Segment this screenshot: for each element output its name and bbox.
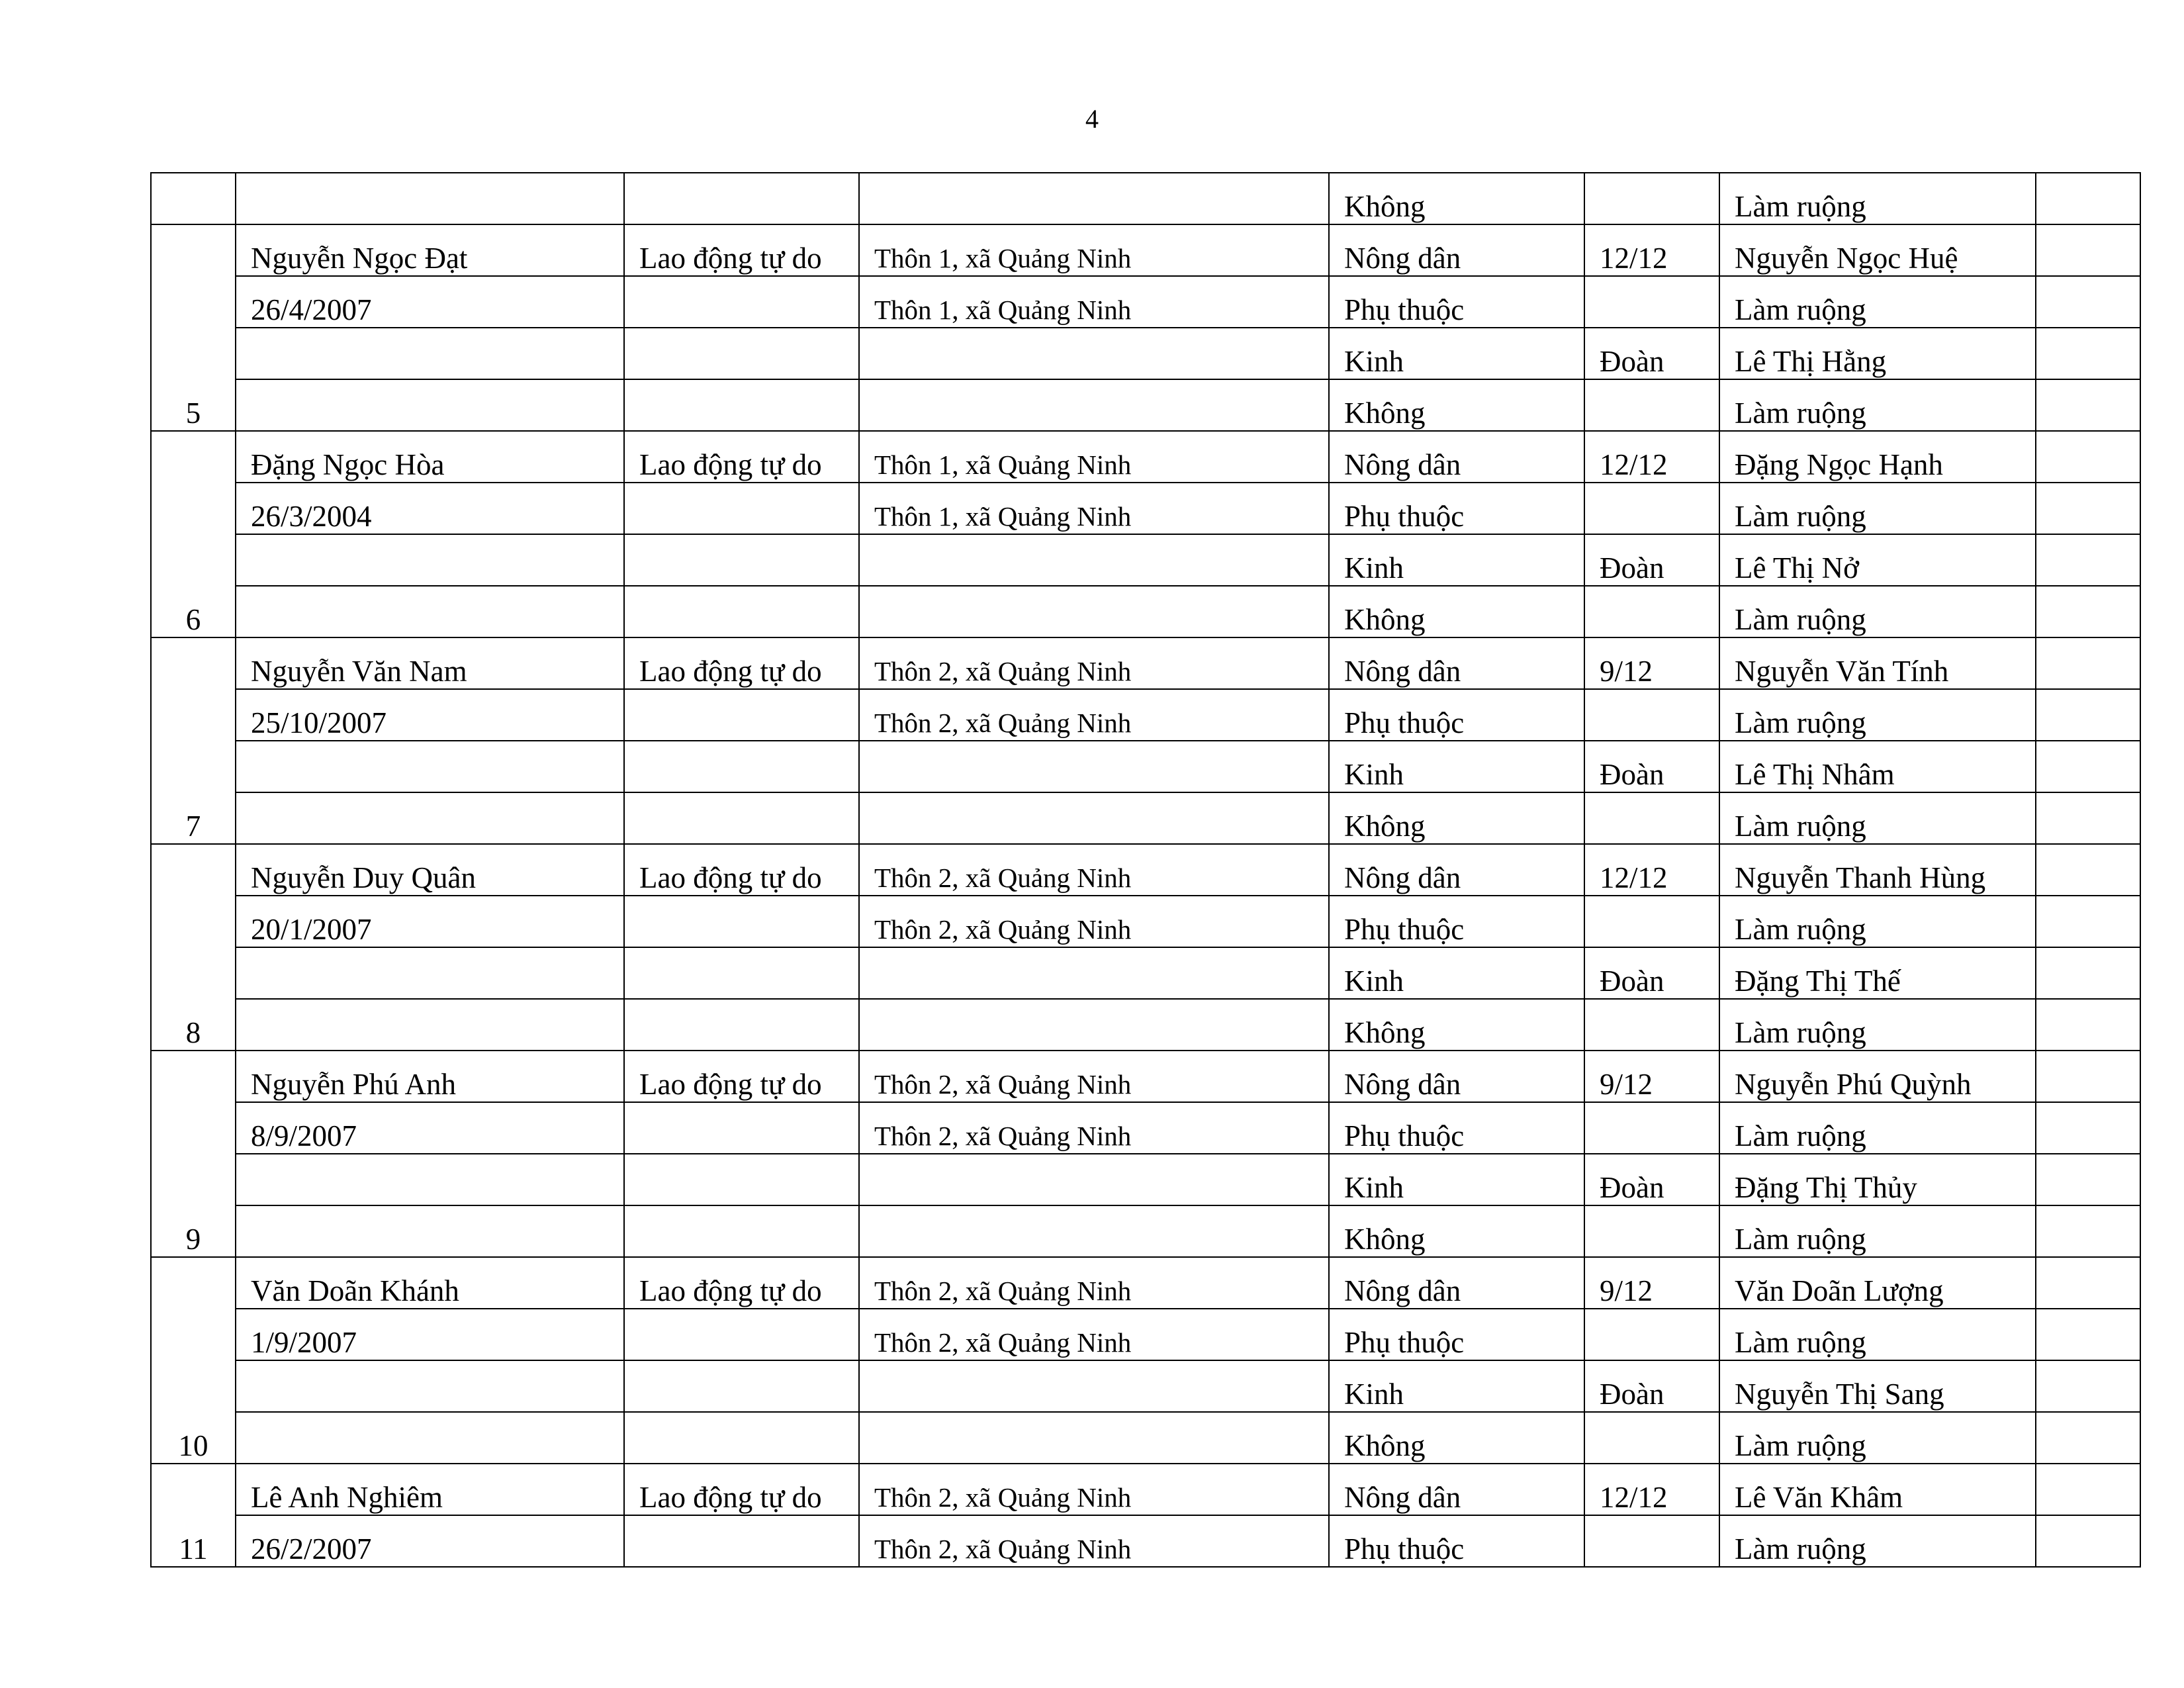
notes-cell bbox=[2036, 689, 2140, 741]
education-cell bbox=[1584, 379, 1719, 431]
name-dob-cell: 26/4/2007 bbox=[236, 276, 624, 328]
occupation-cell bbox=[624, 1360, 859, 1412]
guardian-cell: Nguyễn Ngọc Huệ bbox=[1719, 224, 2036, 276]
guardian-cell: Lê Thị Nở bbox=[1719, 534, 2036, 586]
occupation-cell: Lao động tự do bbox=[624, 637, 859, 689]
class-status-cell: Không bbox=[1329, 999, 1584, 1051]
notes-cell bbox=[2036, 999, 2140, 1051]
notes-cell bbox=[2036, 1051, 2140, 1102]
class-status-cell: Kinh bbox=[1329, 534, 1584, 586]
page-number: 4 bbox=[1085, 104, 1099, 134]
notes-cell bbox=[2036, 1309, 2140, 1360]
notes-cell bbox=[2036, 1360, 2140, 1412]
address-cell: Thôn 1, xã Quảng Ninh bbox=[859, 431, 1329, 483]
name-dob-cell bbox=[236, 741, 624, 792]
stt-cell: 11 bbox=[151, 1464, 236, 1567]
table-row bbox=[151, 534, 2140, 586]
address-cell bbox=[859, 534, 1329, 586]
name-dob-cell bbox=[236, 379, 624, 431]
occupation-cell bbox=[624, 1515, 859, 1567]
address-cell: Thôn 2, xã Quảng Ninh bbox=[859, 896, 1329, 947]
guardian-cell: Lê Thị Hằng bbox=[1719, 328, 2036, 379]
guardian-cell: Làm ruộng bbox=[1719, 483, 2036, 534]
notes-cell bbox=[2036, 741, 2140, 792]
education-cell: 9/12 bbox=[1584, 637, 1719, 689]
name-dob-cell: 1/9/2007 bbox=[236, 1309, 624, 1360]
guardian-cell: Nguyễn Phú Quỳnh bbox=[1719, 1051, 2036, 1102]
guardian-cell: Lê Thị Nhâm bbox=[1719, 741, 2036, 792]
education-cell bbox=[1584, 896, 1719, 947]
address-cell: Thôn 2, xã Quảng Ninh bbox=[859, 1051, 1329, 1102]
class-status-cell: Không bbox=[1329, 1412, 1584, 1464]
guardian-cell: Làm ruộng bbox=[1719, 1309, 2036, 1360]
table-row bbox=[151, 276, 2140, 328]
education-cell bbox=[1584, 1205, 1719, 1257]
occupation-cell: Lao động tự do bbox=[624, 224, 859, 276]
occupation-cell bbox=[624, 1309, 859, 1360]
class-status-cell: Phụ thuộc bbox=[1329, 1102, 1584, 1154]
notes-cell bbox=[2036, 1412, 2140, 1464]
guardian-cell: Nguyễn Thanh Hùng bbox=[1719, 844, 2036, 896]
education-cell bbox=[1584, 1102, 1719, 1154]
guardian-cell: Làm ruộng bbox=[1719, 1205, 2036, 1257]
occupation-cell: Lao động tự do bbox=[624, 1257, 859, 1309]
class-status-cell: Không bbox=[1329, 586, 1584, 637]
stt-cell: 8 bbox=[151, 844, 236, 1051]
education-cell: 12/12 bbox=[1584, 1464, 1719, 1515]
table-row bbox=[151, 586, 2140, 637]
class-status-cell: Phụ thuộc bbox=[1329, 483, 1584, 534]
guardian-cell: Nguyễn Văn Tính bbox=[1719, 637, 2036, 689]
table-row bbox=[151, 1360, 2140, 1412]
stt-cell: 7 bbox=[151, 637, 236, 844]
occupation-cell bbox=[624, 483, 859, 534]
address-cell: Thôn 2, xã Quảng Ninh bbox=[859, 689, 1329, 741]
occupation-cell: Lao động tự do bbox=[624, 431, 859, 483]
class-status-cell: Kinh bbox=[1329, 741, 1584, 792]
occupation-cell: Lao động tự do bbox=[624, 1464, 859, 1515]
guardian-cell: Làm ruộng bbox=[1719, 1102, 2036, 1154]
class-status-cell: Phụ thuộc bbox=[1329, 689, 1584, 741]
table-row bbox=[151, 947, 2140, 999]
address-cell: Thôn 2, xã Quảng Ninh bbox=[859, 1464, 1329, 1515]
table-row bbox=[151, 1102, 2140, 1154]
occupation-cell: Lao động tự do bbox=[624, 1051, 859, 1102]
table-row bbox=[151, 1412, 2140, 1464]
table-row bbox=[151, 637, 2140, 689]
address-cell bbox=[859, 1154, 1329, 1205]
address-cell bbox=[859, 328, 1329, 379]
notes-cell bbox=[2036, 379, 2140, 431]
table-row bbox=[151, 1464, 2140, 1515]
name-dob-cell: 8/9/2007 bbox=[236, 1102, 624, 1154]
table-row bbox=[151, 792, 2140, 844]
guardian-cell: Làm ruộng bbox=[1719, 173, 2036, 224]
notes-cell bbox=[2036, 1102, 2140, 1154]
occupation-cell bbox=[624, 328, 859, 379]
education-cell: Đoàn bbox=[1584, 1154, 1719, 1205]
name-dob-cell: Lê Anh Nghiêm bbox=[236, 1464, 624, 1515]
name-dob-cell bbox=[236, 586, 624, 637]
education-cell: 12/12 bbox=[1584, 224, 1719, 276]
address-cell: Thôn 1, xã Quảng Ninh bbox=[859, 483, 1329, 534]
address-cell bbox=[859, 173, 1329, 224]
notes-cell bbox=[2036, 276, 2140, 328]
name-dob-cell bbox=[236, 792, 624, 844]
address-cell bbox=[859, 1360, 1329, 1412]
occupation-cell bbox=[624, 999, 859, 1051]
name-dob-cell: Nguyễn Văn Nam bbox=[236, 637, 624, 689]
table-row bbox=[151, 896, 2140, 947]
guardian-cell: Làm ruộng bbox=[1719, 276, 2036, 328]
notes-cell bbox=[2036, 844, 2140, 896]
address-cell bbox=[859, 741, 1329, 792]
class-status-cell: Phụ thuộc bbox=[1329, 1515, 1584, 1567]
table-row bbox=[151, 999, 2140, 1051]
table-row bbox=[151, 689, 2140, 741]
guardian-cell: Đặng Thị Thủy bbox=[1719, 1154, 2036, 1205]
notes-cell bbox=[2036, 896, 2140, 947]
class-status-cell: Nông dân bbox=[1329, 1051, 1584, 1102]
occupation-cell bbox=[624, 1154, 859, 1205]
table-row bbox=[151, 379, 2140, 431]
name-dob-cell bbox=[236, 947, 624, 999]
address-cell bbox=[859, 586, 1329, 637]
address-cell bbox=[859, 999, 1329, 1051]
class-status-cell: Nông dân bbox=[1329, 224, 1584, 276]
address-cell: Thôn 2, xã Quảng Ninh bbox=[859, 844, 1329, 896]
guardian-cell: Làm ruộng bbox=[1719, 1515, 2036, 1567]
name-dob-cell: Đặng Ngọc Hòa bbox=[236, 431, 624, 483]
table-row bbox=[151, 1051, 2140, 1102]
address-cell bbox=[859, 379, 1329, 431]
class-status-cell: Không bbox=[1329, 379, 1584, 431]
name-dob-cell: 26/2/2007 bbox=[236, 1515, 624, 1567]
stt-cell: 10 bbox=[151, 1257, 236, 1464]
guardian-cell: Đặng Thị Thế bbox=[1719, 947, 2036, 999]
name-dob-cell bbox=[236, 534, 624, 586]
name-dob-cell bbox=[236, 1205, 624, 1257]
education-cell bbox=[1584, 1515, 1719, 1567]
address-cell bbox=[859, 947, 1329, 999]
occupation-cell bbox=[624, 741, 859, 792]
education-cell: Đoàn bbox=[1584, 947, 1719, 999]
class-status-cell: Phụ thuộc bbox=[1329, 1309, 1584, 1360]
class-status-cell: Nông dân bbox=[1329, 1257, 1584, 1309]
name-dob-cell: Nguyễn Duy Quân bbox=[236, 844, 624, 896]
address-cell bbox=[859, 1412, 1329, 1464]
name-dob-cell bbox=[236, 1154, 624, 1205]
stt-cell: 5 bbox=[151, 224, 236, 431]
notes-cell bbox=[2036, 1515, 2140, 1567]
occupation-cell bbox=[624, 173, 859, 224]
education-cell: 12/12 bbox=[1584, 431, 1719, 483]
name-dob-cell: 26/3/2004 bbox=[236, 483, 624, 534]
class-status-cell: Kinh bbox=[1329, 947, 1584, 999]
table-row bbox=[151, 844, 2140, 896]
class-status-cell: Kinh bbox=[1329, 1360, 1584, 1412]
occupation-cell bbox=[624, 379, 859, 431]
guardian-cell: Làm ruộng bbox=[1719, 896, 2036, 947]
notes-cell bbox=[2036, 1464, 2140, 1515]
class-status-cell: Nông dân bbox=[1329, 431, 1584, 483]
name-dob-cell: Nguyễn Ngọc Đạt bbox=[236, 224, 624, 276]
table-row bbox=[151, 328, 2140, 379]
occupation-cell bbox=[624, 1102, 859, 1154]
guardian-cell: Làm ruộng bbox=[1719, 379, 2036, 431]
class-status-cell: Nông dân bbox=[1329, 844, 1584, 896]
table-row bbox=[151, 741, 2140, 792]
name-dob-cell bbox=[236, 1360, 624, 1412]
notes-cell bbox=[2036, 1205, 2140, 1257]
address-cell: Thôn 2, xã Quảng Ninh bbox=[859, 637, 1329, 689]
class-status-cell: Nông dân bbox=[1329, 637, 1584, 689]
notes-cell bbox=[2036, 224, 2140, 276]
address-cell bbox=[859, 1205, 1329, 1257]
education-cell: Đoàn bbox=[1584, 534, 1719, 586]
education-cell: 9/12 bbox=[1584, 1257, 1719, 1309]
name-dob-cell bbox=[236, 999, 624, 1051]
table-row bbox=[151, 173, 2140, 224]
education-cell bbox=[1584, 689, 1719, 741]
guardian-cell: Nguyễn Thị Sang bbox=[1719, 1360, 2036, 1412]
guardian-cell: Làm ruộng bbox=[1719, 1412, 2036, 1464]
notes-cell bbox=[2036, 792, 2140, 844]
occupation-cell bbox=[624, 1205, 859, 1257]
notes-cell bbox=[2036, 947, 2140, 999]
education-cell bbox=[1584, 276, 1719, 328]
occupation-cell bbox=[624, 792, 859, 844]
education-cell bbox=[1584, 586, 1719, 637]
name-dob-cell: Nguyễn Phú Anh bbox=[236, 1051, 624, 1102]
notes-cell bbox=[2036, 431, 2140, 483]
occupation-cell bbox=[624, 1412, 859, 1464]
name-dob-cell bbox=[236, 1412, 624, 1464]
table-row bbox=[151, 224, 2140, 276]
education-cell: Đoàn bbox=[1584, 328, 1719, 379]
education-cell bbox=[1584, 1309, 1719, 1360]
table-row bbox=[151, 1154, 2140, 1205]
notes-cell bbox=[2036, 1154, 2140, 1205]
table-row bbox=[151, 1205, 2140, 1257]
occupation-cell bbox=[624, 947, 859, 999]
guardian-cell: Lê Văn Khâm bbox=[1719, 1464, 2036, 1515]
class-status-cell: Kinh bbox=[1329, 328, 1584, 379]
class-status-cell: Phụ thuộc bbox=[1329, 276, 1584, 328]
guardian-cell: Làm ruộng bbox=[1719, 999, 2036, 1051]
class-status-cell: Không bbox=[1329, 1205, 1584, 1257]
table-row bbox=[151, 1515, 2140, 1567]
guardian-cell: Làm ruộng bbox=[1719, 689, 2036, 741]
stt-cell: 9 bbox=[151, 1051, 236, 1257]
records-table bbox=[150, 172, 2141, 1568]
notes-cell bbox=[2036, 586, 2140, 637]
education-cell: Đoàn bbox=[1584, 1360, 1719, 1412]
name-dob-cell bbox=[236, 173, 624, 224]
occupation-cell: Lao động tự do bbox=[624, 844, 859, 896]
education-cell bbox=[1584, 173, 1719, 224]
address-cell: Thôn 2, xã Quảng Ninh bbox=[859, 1102, 1329, 1154]
notes-cell bbox=[2036, 483, 2140, 534]
notes-cell bbox=[2036, 637, 2140, 689]
name-dob-cell: Văn Doãn Khánh bbox=[236, 1257, 624, 1309]
guardian-cell: Làm ruộng bbox=[1719, 586, 2036, 637]
guardian-cell: Văn Doãn Lượng bbox=[1719, 1257, 2036, 1309]
occupation-cell bbox=[624, 689, 859, 741]
table-body bbox=[151, 173, 2140, 1567]
name-dob-cell: 20/1/2007 bbox=[236, 896, 624, 947]
notes-cell bbox=[2036, 328, 2140, 379]
stt-cell bbox=[151, 173, 236, 224]
class-status-cell: Không bbox=[1329, 173, 1584, 224]
occupation-cell bbox=[624, 534, 859, 586]
table-row bbox=[151, 431, 2140, 483]
stt-cell: 6 bbox=[151, 431, 236, 637]
education-cell: Đoàn bbox=[1584, 741, 1719, 792]
occupation-cell bbox=[624, 586, 859, 637]
address-cell: Thôn 2, xã Quảng Ninh bbox=[859, 1257, 1329, 1309]
education-cell bbox=[1584, 792, 1719, 844]
address-cell: Thôn 2, xã Quảng Ninh bbox=[859, 1309, 1329, 1360]
notes-cell bbox=[2036, 1257, 2140, 1309]
education-cell: 9/12 bbox=[1584, 1051, 1719, 1102]
occupation-cell bbox=[624, 896, 859, 947]
class-status-cell: Nông dân bbox=[1329, 1464, 1584, 1515]
name-dob-cell bbox=[236, 328, 624, 379]
name-dob-cell: 25/10/2007 bbox=[236, 689, 624, 741]
education-cell: 12/12 bbox=[1584, 844, 1719, 896]
occupation-cell bbox=[624, 276, 859, 328]
table-row bbox=[151, 1309, 2140, 1360]
education-cell bbox=[1584, 999, 1719, 1051]
notes-cell bbox=[2036, 534, 2140, 586]
address-cell: Thôn 2, xã Quảng Ninh bbox=[859, 1515, 1329, 1567]
notes-cell bbox=[2036, 173, 2140, 224]
address-cell: Thôn 1, xã Quảng Ninh bbox=[859, 276, 1329, 328]
table-row bbox=[151, 1257, 2140, 1309]
guardian-cell: Đặng Ngọc Hạnh bbox=[1719, 431, 2036, 483]
class-status-cell: Phụ thuộc bbox=[1329, 896, 1584, 947]
address-cell: Thôn 1, xã Quảng Ninh bbox=[859, 224, 1329, 276]
guardian-cell: Làm ruộng bbox=[1719, 792, 2036, 844]
address-cell bbox=[859, 792, 1329, 844]
class-status-cell: Kinh bbox=[1329, 1154, 1584, 1205]
class-status-cell: Không bbox=[1329, 792, 1584, 844]
education-cell bbox=[1584, 1412, 1719, 1464]
education-cell bbox=[1584, 483, 1719, 534]
table-row bbox=[151, 483, 2140, 534]
